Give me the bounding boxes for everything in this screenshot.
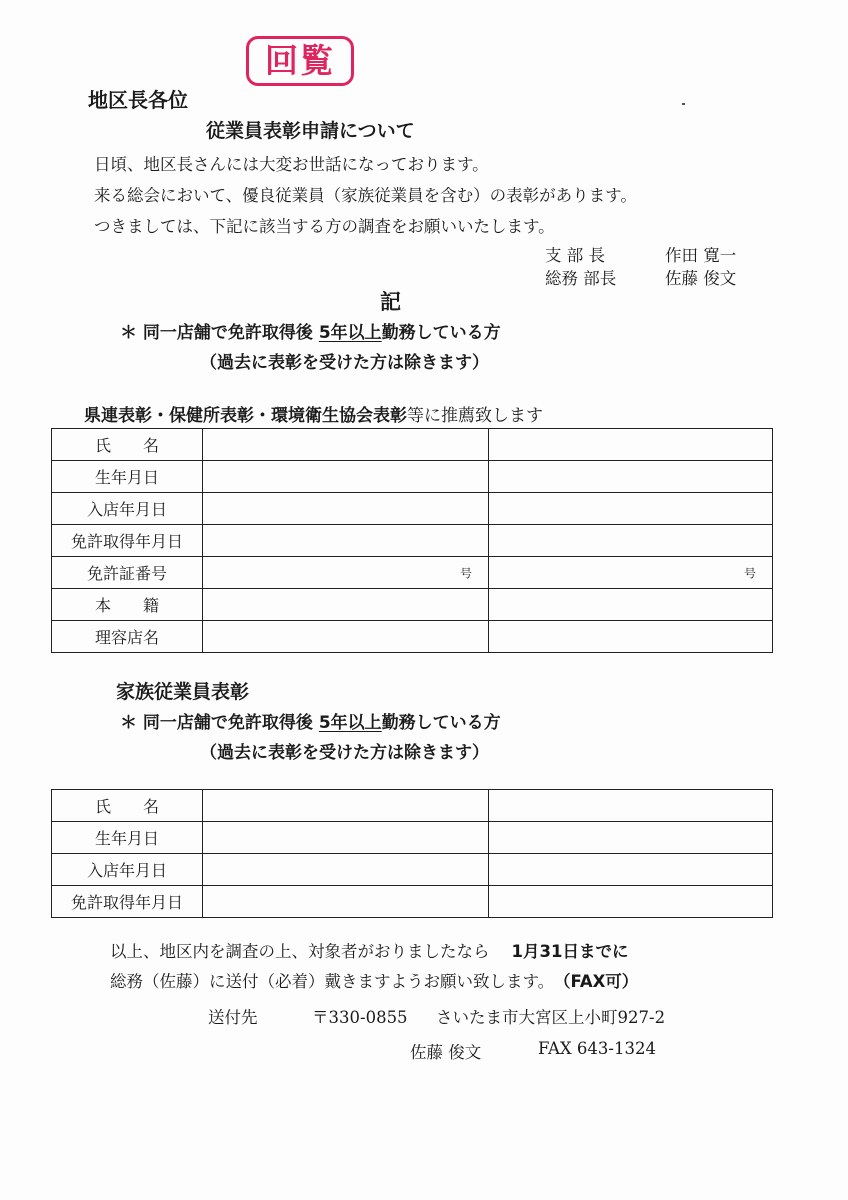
section2-table <box>51 789 773 918</box>
postal-code: 〒330-0855 <box>312 1008 408 1027</box>
row-label: 免許取得年月日 <box>52 525 203 557</box>
intro-line-3: つきましては、下記に該当する方の調査をお願いいたします。 <box>94 217 555 236</box>
table-row <box>52 621 773 653</box>
table-row <box>52 429 773 461</box>
closing-line-1 <box>110 938 628 962</box>
table-row <box>52 525 773 557</box>
table-row <box>52 493 773 525</box>
input-cell-2[interactable] <box>489 493 773 525</box>
number-suffix: 号 <box>459 566 472 580</box>
table-row <box>52 822 773 854</box>
fax-number: FAX 643-1324 <box>538 1039 656 1058</box>
intro-line-1: 日頃、地区長さんには大変お世話になっております。 <box>94 155 489 174</box>
intro-line-2: 来る総会において、優良従業員（家族従業員を含む）の表彰があります。 <box>94 186 637 205</box>
table-row <box>52 854 773 886</box>
criteria-line-1 <box>120 318 501 343</box>
send-to-name: 佐藤 俊文 <box>410 1043 482 1062</box>
closing-line-2 <box>110 968 638 992</box>
fax-ok: （FAX可） <box>562 972 639 991</box>
input-cell-2[interactable] <box>489 461 773 493</box>
input-cell-1[interactable] <box>203 854 489 886</box>
row-label: 理容店名 <box>52 621 203 653</box>
input-cell-1[interactable] <box>203 822 489 854</box>
table-row <box>52 886 773 918</box>
row-label: 生年月日 <box>52 822 203 854</box>
table-row <box>52 790 773 822</box>
row-label: 免許取得年月日 <box>52 886 203 918</box>
row-label: 生年月日 <box>52 461 203 493</box>
section1-heading <box>84 401 543 426</box>
input-cell-2[interactable] <box>489 822 773 854</box>
input-cell-2[interactable] <box>489 525 773 557</box>
input-cell-2[interactable] <box>489 621 773 653</box>
input-cell-1[interactable] <box>203 589 489 621</box>
send-to-label: 送付先 <box>208 1008 258 1027</box>
input-cell-1[interactable] <box>203 621 489 653</box>
input-cell-1[interactable] <box>203 429 489 461</box>
section1-heading-rest: 等に推薦致します <box>407 406 543 426</box>
criteria-years: 5年以上 <box>318 323 382 343</box>
signatory-name-2: 佐藤 俊文 <box>665 269 737 288</box>
input-cell-2[interactable] <box>489 854 773 886</box>
section1-heading-bold: 県連表彰・保健所表彰・環境衛生協会表彰 <box>84 406 407 426</box>
deadline: 1月31日までに <box>511 942 629 961</box>
input-cell-1[interactable] <box>203 525 489 557</box>
criteria-suffix: 勤務している方 <box>381 713 501 733</box>
criteria-note-1: （過去に表彰を受けた方は除きます） <box>200 353 489 373</box>
recipient: 地区長各位 <box>88 88 188 112</box>
criteria-prefix: ＊ 同一店舗で免許取得後 <box>120 323 319 343</box>
criteria-line-2 <box>120 708 501 733</box>
section2-heading: 家族従業員表彰 <box>116 681 250 703</box>
input-cell-2[interactable] <box>489 589 773 621</box>
input-cell-1[interactable] <box>203 790 489 822</box>
input-cell-2[interactable] <box>489 557 773 589</box>
input-cell-1[interactable] <box>203 886 489 918</box>
address: さいたま市大宮区上小町927-2 <box>436 1008 666 1027</box>
criteria-prefix: ＊ 同一店舗で免許取得後 <box>120 713 319 733</box>
row-label: 氏 名 <box>52 429 203 461</box>
row-label: 免許証番号 <box>52 557 203 589</box>
row-label: 本 籍 <box>52 589 203 621</box>
criteria-note-2: （過去に表彰を受けた方は除きます） <box>200 743 489 763</box>
number-suffix: 号 <box>743 566 756 580</box>
ki-heading: 記 <box>380 290 401 314</box>
signatory-name-1: 作田 寛一 <box>665 246 737 265</box>
input-cell-1[interactable] <box>203 461 489 493</box>
input-cell-1[interactable] <box>203 493 489 525</box>
input-cell-2[interactable] <box>489 790 773 822</box>
criteria-years: 5年以上 <box>318 713 382 733</box>
table-row <box>52 589 773 621</box>
input-cell-1[interactable] <box>203 557 489 589</box>
criteria-suffix: 勤務している方 <box>381 323 501 343</box>
row-label: 入店年月日 <box>52 854 203 886</box>
document-title: 従業員表彰申請について <box>206 120 415 142</box>
table-row <box>52 461 773 493</box>
closing-text-2: 総務（佐藤）に送付（必着）戴きますようお願い致します。 <box>110 972 555 991</box>
row-label: 氏 名 <box>52 790 203 822</box>
input-cell-2[interactable] <box>489 429 773 461</box>
row-label: 入店年月日 <box>52 493 203 525</box>
table-row <box>52 557 773 589</box>
input-cell-2[interactable] <box>489 886 773 918</box>
speck <box>682 103 685 105</box>
closing-text-1: 以上、地区内を調査の上、対象者がおりましたなら <box>110 942 490 961</box>
signatory-role-2: 総務 部長 <box>545 269 617 288</box>
signatory-role-1: 支 部 長 <box>545 246 605 265</box>
section1-table <box>51 428 773 653</box>
kairan-stamp: 回覧 <box>246 36 354 86</box>
